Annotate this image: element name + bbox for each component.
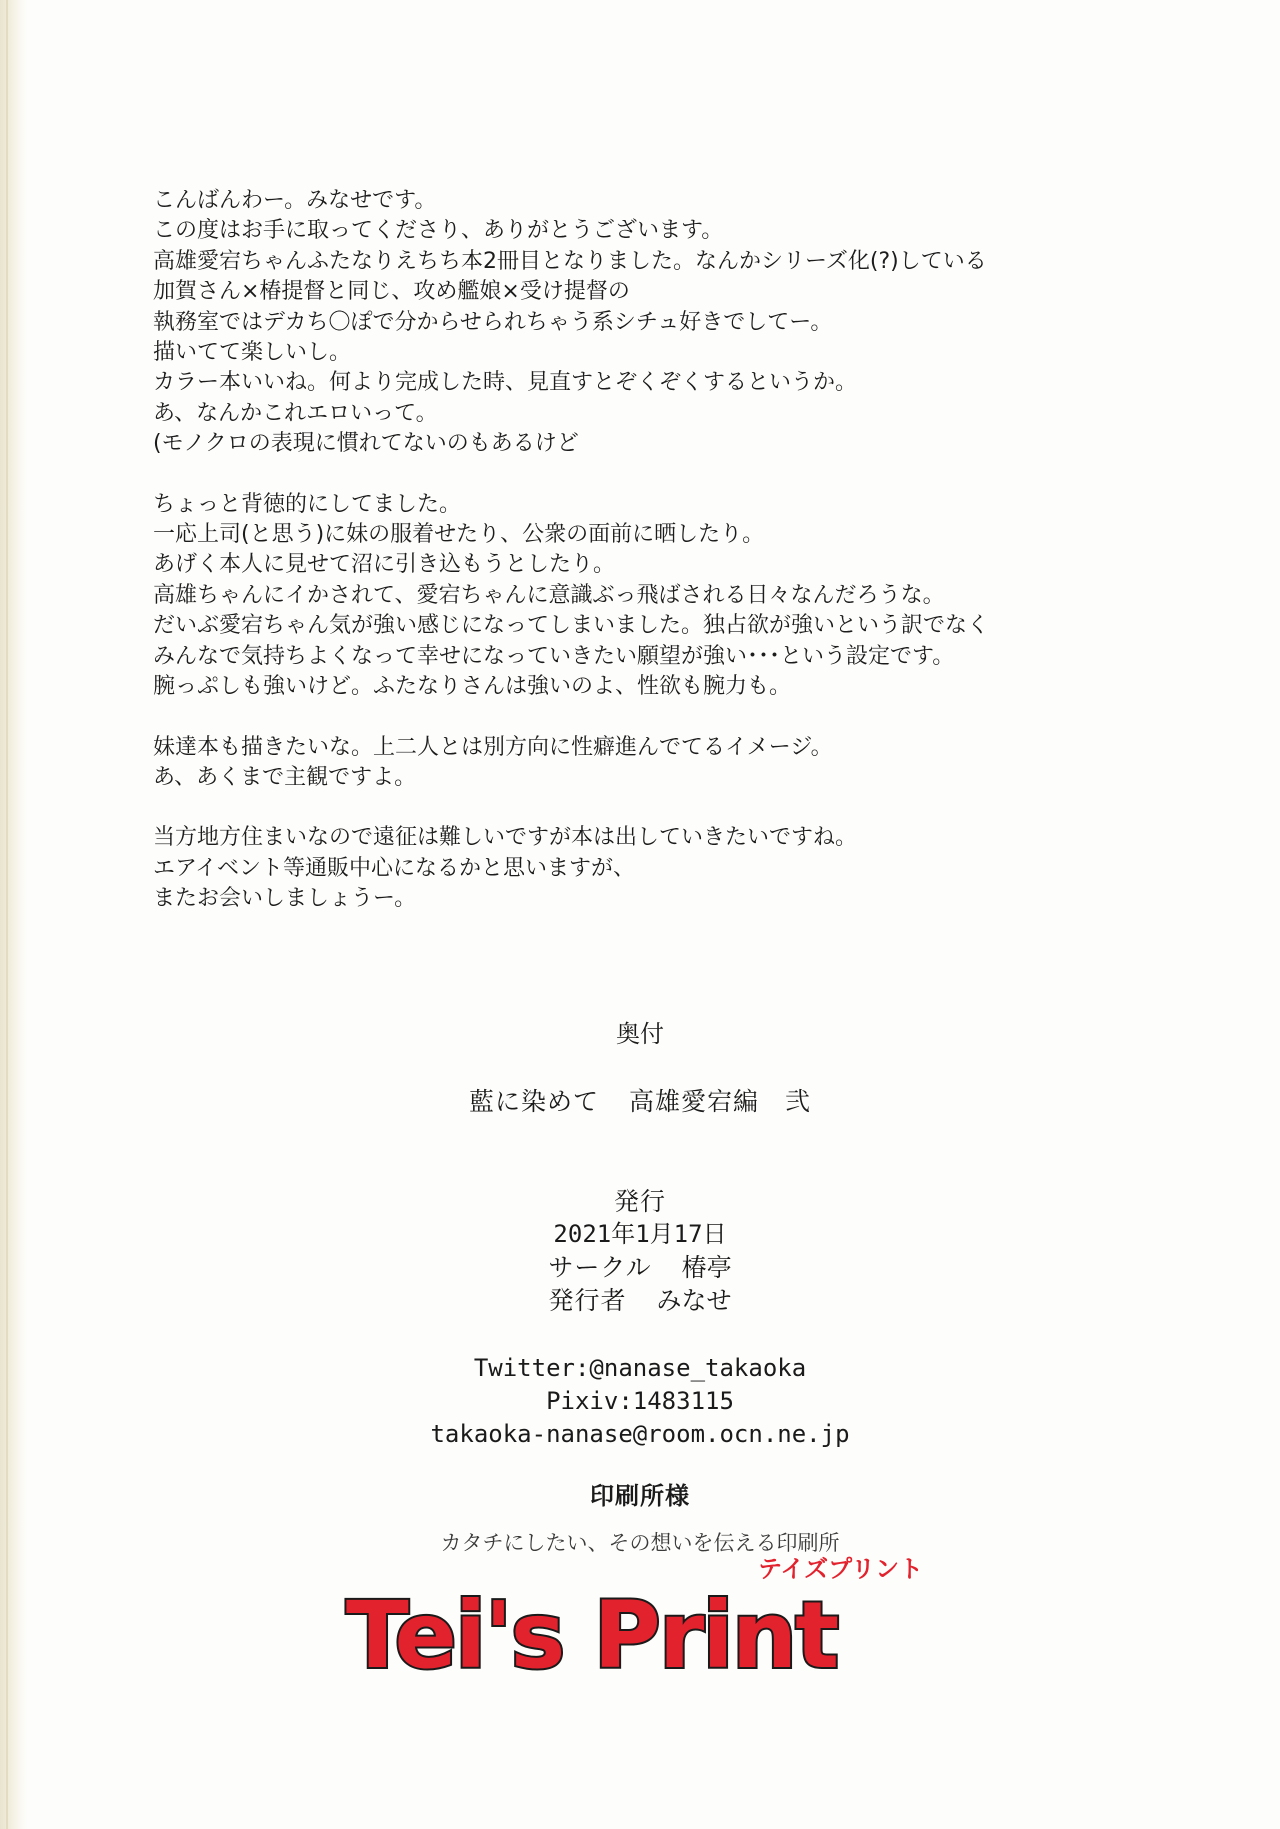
afterword-line: 一応上司(と思う)に妹の服着せたり、公衆の面前に晒したり。 (153, 522, 765, 548)
afterword-paragraph-4 (153, 823, 1133, 914)
afterword-paragraph-2 (153, 490, 1133, 703)
afterword-line: 高雄ちゃんにイかされて、愛宕ちゃんに意識ぶっ飛ばされる日々なんだろうな。 (153, 582, 945, 608)
publisher-name: みなせ (656, 1286, 732, 1315)
book-title (0, 1085, 1280, 1119)
publish-date: 2021年1月17日 (553, 1220, 727, 1248)
circle-name: 椿亭 (681, 1253, 732, 1282)
afterword-line: (モノクロの表現に慣れてないのもあるけど (153, 431, 579, 457)
printer-tagline-text: カタチにしたい、その想いを伝える印刷所 (440, 1531, 840, 1555)
circle-row (0, 1251, 1280, 1284)
afterword-text (153, 186, 1133, 945)
printer-logo-text: Tei's Print (346, 1582, 838, 1689)
afterword-line: あ、なんかこれエロいって。 (153, 400, 438, 426)
publish-label: 発行 (613, 1187, 666, 1216)
printer-logo (346, 1550, 946, 1690)
email-address: takaoka-nanase@room.ocn.ne.jp (430, 1420, 850, 1448)
publisher-label: 発行者 (548, 1286, 627, 1315)
printer-label (0, 1480, 1280, 1512)
afterword-line: 妹達本も描きたいな。上二人とは別方向に性癖進んでてるイメージ。 (153, 734, 833, 760)
afterword-line: この度はお手に取ってくださり、ありがとうございます。 (153, 218, 724, 244)
circle-label: サークル (548, 1253, 652, 1282)
afterword-line: カラー本いいね。何より完成した時、見直すとぞくぞくするというか。 (153, 370, 858, 396)
colophon-heading-text: 奥付 (616, 1020, 664, 1048)
afterword-paragraph-3 (153, 733, 1133, 794)
book-title-part-2: 高雄愛宕編 (628, 1087, 759, 1116)
printer-label-text: 印刷所様 (590, 1482, 690, 1510)
afterword-line: またお会いしましょうー。 (153, 886, 417, 912)
afterword-line: 高雄愛宕ちゃんふたなりえちち本2冊目となりました。なんかシリーズ化(?)している (153, 248, 987, 274)
book-title-part-3: 弐 (785, 1087, 812, 1116)
publisher-row (0, 1284, 1280, 1317)
contact-info (0, 1352, 1280, 1451)
printer-logo-kana: テイズプリント (758, 1555, 924, 1583)
afterword-paragraph-1 (153, 186, 1133, 460)
colophon-heading (0, 1018, 1280, 1050)
afterword-line: エアイベント等通販中心になるかと思いますが、 (153, 855, 636, 881)
afterword-line: 執務室ではデカち〇ぽで分からせられちゃう系シチュ好きでしてー。 (153, 309, 833, 335)
afterword-line: みんなで気持ちよくなって幸せになっていきたい願望が強い･･･という設定です。 (153, 643, 955, 669)
afterword-line: あげく本人に見せて沼に引き込もうとしたり。 (153, 552, 616, 578)
pixiv-id: Pixiv:1483115 (546, 1387, 734, 1415)
afterword-line: だいぶ愛宕ちゃん気が強い感じになってしまいました。独占欲が強いという訳でなく (153, 613, 990, 639)
publication-info (0, 1185, 1280, 1317)
twitter-handle: Twitter:@nanase_takaoka (473, 1354, 807, 1382)
afterword-line: こんばんわー。みなせです。 (153, 188, 437, 213)
afterword-line: ちょっと背徳的にしてました。 (153, 491, 462, 517)
afterword-line: 当方地方住まいなので遠征は難しいですが本は出していきたいですね。 (153, 825, 858, 851)
book-title-line (0, 1085, 1280, 1119)
book-title-part-1: 藍に染めて (468, 1087, 599, 1116)
afterword-line: あ、あくまで主観ですよ。 (153, 764, 417, 790)
afterword-line: 腕っぷしも強いけど。ふたなりさんは強いのよ、性欲も腕力も。 (153, 674, 792, 700)
afterword-line: 加賀さん×椿提督と同じ、攻め艦娘×受け提督の (153, 279, 630, 305)
afterword-line: 描いてて楽しいし。 (153, 340, 352, 366)
